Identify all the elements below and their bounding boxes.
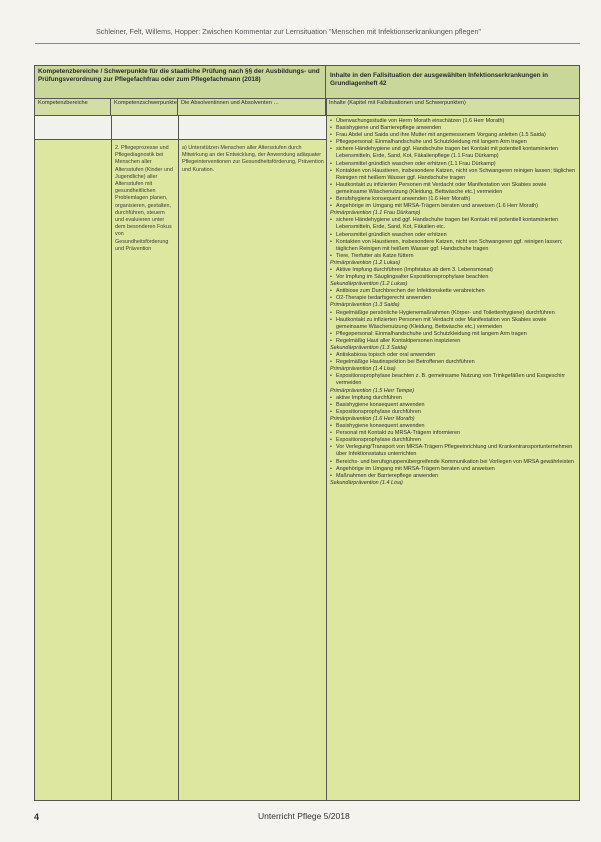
running-head: Schleiner, Felt, Willems, Hopper: Zwischen Kommentar zur Lernsituation "Menschen mit Infektionserkrankungen pflegen" xyxy=(96,27,482,36)
subheader-contents: Inhalte (Kapitel mit Fallsituationen und Schwerpunkten) xyxy=(329,100,466,106)
list-item: • Lebensmittel gründlich waschen oder erhitzen xyxy=(330,232,576,239)
list-item: • Regelmäßige persönliche Hygienemaßnahmen (Körper- und Toilettenhygiene) durchführen xyxy=(330,310,576,317)
page-number: 4 xyxy=(34,812,40,822)
graduates-text: a) Unterstützen Menschen aller Altersstufen durch Mitwirkung an der Entwicklung, der Anwendung adäquater Pflegeinterventionen zur Gesundheitsförderung, Prävention und Kuration. xyxy=(182,145,324,173)
list-item: • Berufshygiene konsequent anwenden (1.6 Herr Morath) xyxy=(330,196,576,203)
prevention-heading: Primärprävention (1.6 Herr Morath) xyxy=(330,415,415,422)
prevention-heading: Sekundärprävention (1.2 Lukas) xyxy=(330,281,408,288)
list-item: • Expositionsprophylaxe durchführen xyxy=(330,409,576,416)
prevention-heading: Sekundärprävention (1.3 Saida) xyxy=(330,345,407,351)
subheader-graduates: Die Absolventinnen und Absolventen … xyxy=(178,99,326,116)
list-item: • Pflegepersonal: Einmalhandschuhe und Schutzkleidung mit langem Arm tragen xyxy=(330,331,576,338)
measures-list xyxy=(330,352,576,366)
list-item: • Hautkontakt zu infizierten Personen mit Verdacht oder Manifestation von Skabies sowie gemeinsame Wäschenutzung (Kleidung, Bettwäsche etc.) vermeiden xyxy=(330,317,576,331)
list-item: • Überwachungsstudie von Herrn Morath einschätzen (1.6 Herr Morath) xyxy=(330,118,576,125)
list-item: • Angehörige im Umgang mit MRSA-Trägern beraten und anweisen xyxy=(330,466,576,473)
measures-list xyxy=(330,217,576,260)
list-item: • Vor Verlegung/Transport von MRSA-Trägern Pflegeeinrichtung und Krankentransportunternehmen über Infektionsstatus unterrichten xyxy=(330,444,576,458)
list-item: • Antibiose zum Durchbrechen der Infektionskette verabreichen xyxy=(330,288,576,295)
column-divider xyxy=(326,99,327,800)
list-item: • Regelmäßig Haut aller Kontaktpersonen inspizieren xyxy=(330,338,576,345)
list-item: • Bereichs- und berufsgruppenübergreifende Kommunikation bei Vorliegen von MRSA gewährleisten xyxy=(330,459,576,466)
list-item: • O2-Therapie bedarfsgerecht anwenden xyxy=(330,295,576,302)
measures-list xyxy=(330,288,576,302)
list-item: • Maßnahmen der Barrierepflege anwenden xyxy=(330,473,576,480)
measures-list xyxy=(330,267,576,281)
list-item: • Antiskabiosa topisch oder oral anwenden xyxy=(330,352,576,359)
measures-list xyxy=(330,395,576,416)
list-item: • aktive Impfung durchführen xyxy=(330,395,576,402)
subheader-competency-areas: Kompetenzbereiche xyxy=(35,99,111,116)
header-competency-focus: Kompetenzbereiche / Schwerpunkte für die staatliche Prüfung nach §§ der Ausbildungs- und Prüfungsverordnung zur Pflegefachfrau oder zum Pflegefachmann (2018) xyxy=(35,66,326,99)
list-item: • Hautkontakt zu infizierten Personen mit Verdacht oder Manifestation von Skabies sowie gemeinsame Wäschenutzung (Kleidung, Bettwäsche etc.) vermeiden xyxy=(330,182,576,196)
prevention-heading: Primärprävention (1.4 Lisa) xyxy=(330,366,396,373)
header-rule xyxy=(35,43,580,44)
list-item: • Regelmäßige Hautinspektion bei Betroffenen durchführen xyxy=(330,359,576,366)
list-item: • Expositionsprophylaxe durchführen xyxy=(330,437,576,444)
measures-list xyxy=(330,118,576,210)
prevention-heading: Primärprävention (1.1 Frau Dürkamp) xyxy=(330,210,421,217)
contents-column xyxy=(330,118,576,487)
list-item: • sichere Händehygiene und ggf. Handschuhe tragen bei Kontakt mit potentiell kontaminierten Lebensmitteln, Erde, Sand, Kot, Fäkalienpflege (1.1 Frau Dürkamp) xyxy=(330,146,576,160)
prevention-heading: Primärprävention (1.3 Saida) xyxy=(330,302,400,309)
subheader-competency-focus: Kompetenzschwerpunkte xyxy=(111,99,178,116)
competency-focus-text: 2. Pflegeprozesse und Pflegediagnostik bei Menschen aller Altersstufen (Kinder und Jugendliche) aller Altersstufen mit gesundheitlichen Problemlagen planen, organisieren, gestalten, durchführen, steuern und evaluieren unter dem besonderen Fokus von Gesundheitsförderung und Prävention xyxy=(115,145,173,252)
list-item: • Basishygiene konsequent anwenden xyxy=(330,402,576,409)
list-item: • Aktive Impfung durchführen (Impfstatus ab dem 3. Lebensmonat) xyxy=(330,267,576,274)
list-item: • Vor Impfung im Säuglingsalter Expositionsprophylaxe beachten xyxy=(330,274,576,281)
list-item: • Tiere, Tierfutter als Katze füttern xyxy=(330,253,576,260)
measures-list xyxy=(330,373,576,387)
list-item: • Angehörige im Umgang mit MRSA-Trägern beraten und anweisen (1.6 Herr Morath) xyxy=(330,203,576,210)
table-empty-row xyxy=(35,116,326,140)
table-header-row xyxy=(35,66,579,99)
list-item: • Basishygiene und Barrierepflege anwenden xyxy=(330,125,576,132)
competency-table xyxy=(34,65,580,801)
list-item: • Kontakten von Haustieren, insbesondere Katzen, nicht von Schwangeren reinigen lassen; täglichen Reinigen mit heißem Wasser ggf. Handschuhe tragen xyxy=(330,168,576,182)
list-item: • Kontakten von Haustieren, insbesondere Katzen, nicht von Schwangeren ggf. reinigen lassen; täglichen Reinigen mit heißem Wasser ggf. Handschuhe tragen xyxy=(330,239,576,253)
column-divider xyxy=(178,140,179,800)
journal-footer: Unterricht Pflege 5/2018 xyxy=(258,811,350,821)
prevention-heading: Primärprävention (1.2 Lukas) xyxy=(330,259,401,266)
header-case-contents: Inhalte in den Fallsituation der ausgewählten Infektionserkrankungen in Grundlagenheft 42 xyxy=(330,72,549,87)
prevention-heading: Primärprävention (1.5 Herr Tempe) xyxy=(330,387,415,394)
column-divider xyxy=(111,140,112,800)
list-item: • Basishygiene konsequent anwenden xyxy=(330,423,576,430)
table-subheader-row xyxy=(35,99,579,116)
list-item: • Pflegepersonal: Einmalhandschuhe und Schutzkleidung mit langem Arm tragen xyxy=(330,139,576,146)
prevention-heading: Sekundärprävention (1.4 Lisa) xyxy=(330,479,403,486)
list-item: • Personal mit Kontakt zu MRSA-Trägern informieren xyxy=(330,430,576,437)
list-item: • Frau Abdel und Saida und ihre Mutter mit angemessenem Vorgang anleiten (1.5 Saida) xyxy=(330,132,576,139)
list-item: • Expositionsprophylaxe beachten z. B. gemeinsame Nutzung von Trinkgefäßen und Essgeschirr vermeiden xyxy=(330,373,576,387)
measures-list xyxy=(330,423,576,480)
measures-list xyxy=(330,310,576,345)
list-item: • Lebensmittel gründlich waschen oder erhitzen (1.1 Frau Dürkamp) xyxy=(330,161,576,168)
list-item: • sichere Händehygiene und ggf. Handschuhe tragen bei Kontakt mit potentiell kontaminierten Lebensmitteln, Erde, Sand, Kot, Fäkalien etc. xyxy=(330,217,576,231)
